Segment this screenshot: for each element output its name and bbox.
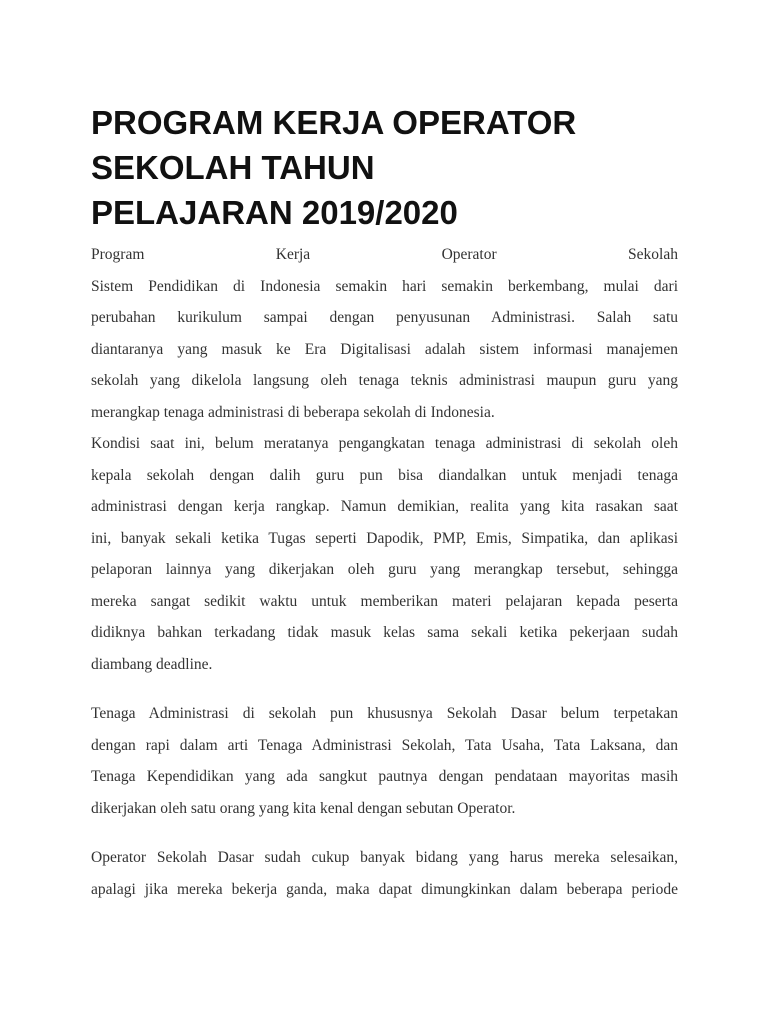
- text-line: administrasi dengan kerja rangkap. Namun demikian, realita yang kita rasakan saat: [91, 498, 678, 515]
- text-line: didiknya bahkan terkadang tidak masuk kelas sama sekali ketika pekerjaan sudah: [91, 624, 678, 641]
- text-line: apalagi jika mereka bekerja ganda, maka dapat dimungkinkan dalam beberapa periode: [91, 880, 678, 898]
- subtitle-word: Operator: [441, 246, 497, 263]
- text-line: sekolah yang dikelola langsung oleh tenaga teknis administrasi maupun guru yang: [91, 372, 678, 389]
- title-line: SEKOLAH TAHUN: [91, 149, 375, 186]
- text-line: Tenaga Kependidikan yang ada sangkut pautnya dengan pendataan mayoritas masih: [91, 768, 678, 785]
- paragraph: [91, 271, 678, 429]
- subtitle-word: Sekolah: [628, 246, 678, 263]
- text-line: mereka sangat sedikit waktu untuk memberikan materi pelajaran kepada peserta: [91, 592, 678, 610]
- paragraph: [91, 842, 678, 905]
- subtitle-word: Kerja: [275, 246, 311, 263]
- subtitle: [91, 239, 678, 271]
- text-line: Tenaga Administrasi di sekolah pun khususnya Sekolah Dasar belum terpetakan: [91, 705, 678, 722]
- document-page: [91, 100, 678, 905]
- text-line: merangkap tenaga administrasi di beberapa sekolah di Indonesia.: [91, 403, 495, 421]
- text-line: dikerjakan oleh satu orang yang kita kenal dengan sebutan Operator.: [91, 799, 516, 817]
- text-line: ini, banyak sekali ketika Tugas seperti Dapodik, PMP, Emis, Simpatika, dan aplikasi: [91, 529, 678, 547]
- subtitle-word: Program: [91, 246, 145, 263]
- document-body: [91, 239, 678, 905]
- text-line: Sistem Pendidikan di Indonesia semakin hari semakin berkembang, mulai dari: [91, 277, 678, 295]
- document-title: [91, 100, 678, 235]
- text-line: kepala sekolah dengan dalih guru pun bisa diandalkan untuk menjadi tenaga: [91, 466, 678, 484]
- paragraph: [91, 428, 678, 680]
- text-line: dengan rapi dalam arti Tenaga Administrasi Sekolah, Tata Usaha, Tata Laksana, dan: [91, 736, 678, 754]
- paragraph: [91, 698, 678, 824]
- text-line: pelaporan lainnya yang dikerjakan oleh guru yang merangkap tersebut, sehingga: [91, 561, 678, 578]
- title-line: PELAJARAN 2019/2020: [91, 194, 458, 231]
- title-line: PROGRAM KERJA OPERATOR: [91, 104, 577, 141]
- text-line: diambang deadline.: [91, 655, 213, 673]
- text-line: perubahan kurikulum sampai dengan penyusunan Administrasi. Salah satu: [91, 309, 678, 326]
- text-line: diantaranya yang masuk ke Era Digitalisasi adalah sistem informasi manajemen: [91, 340, 678, 358]
- text-line: Operator Sekolah Dasar sudah cukup banyak bidang yang harus mereka selesaikan,: [91, 849, 678, 866]
- text-line: Kondisi saat ini, belum meratanya pengangkatan tenaga administrasi di sekolah oleh: [91, 435, 678, 452]
